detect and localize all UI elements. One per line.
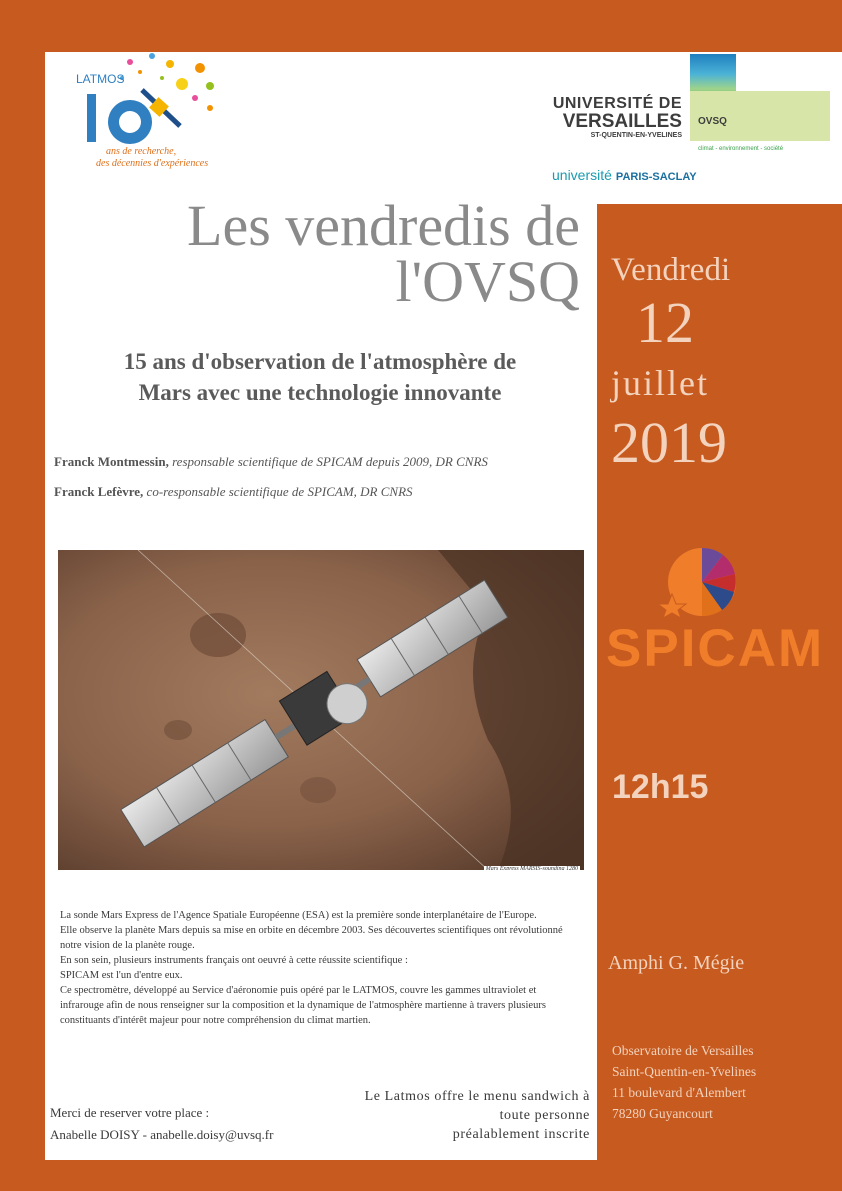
- description-paragraph: SPICAM est l'un d'entre eux.: [60, 970, 183, 981]
- date-year: 2019: [611, 410, 727, 475]
- uvsq-logo: [552, 96, 682, 141]
- reservation: [50, 1102, 273, 1146]
- title-line1: Les vendredis de: [187, 193, 580, 258]
- title-line2: l'OVSQ: [395, 249, 580, 314]
- description-paragraph: Ce spectromètre, développé au Service d'aéronomie puis opéré par le LATMOS, couvre les gammes ultraviolet et infrarouge afin de nous renseigner sur la composition et la dynamique de l'atmosphère martienne à travers plusieurs constituants d'intérêt majeur pour notre compréhension du climat martien.: [60, 985, 546, 1026]
- speaker-2-role: co-responsable scientifique de SPICAM, DR CNRS: [146, 484, 413, 499]
- image-caption: Mars Express MARSIS-sounding 1280: [485, 866, 578, 870]
- subtitle-line1: 15 ans d'observation de l'atmosphère de: [123, 349, 517, 374]
- latmos-logo: [70, 50, 240, 185]
- sandwich-line2: toute personne: [499, 1108, 590, 1123]
- ovsq-tagline: climat - environnement - société: [698, 146, 784, 152]
- spicam-logo: [606, 548, 825, 678]
- spicam-emblem: [606, 548, 806, 618]
- speaker-1: [54, 454, 594, 470]
- description-paragraph: La sonde Mars Express de l'Agence Spatiale Européenne (ESA) est la première sonde interplanétaire de l'Europe.: [60, 910, 537, 921]
- mars-express-illustration: [58, 550, 584, 870]
- speaker-2: [54, 484, 594, 500]
- event-time: 12h15: [612, 768, 709, 806]
- reservation-line1: Merci de reserver votre place :: [50, 1105, 210, 1120]
- spicam-label: SPICAM: [606, 619, 825, 678]
- uvsq-line3: ST-QUENTIN-EN-YVELINES: [590, 132, 682, 139]
- date-day: 12: [636, 290, 694, 355]
- speaker-2-name: Franck Lefèvre,: [54, 484, 144, 499]
- sandwich-note: [300, 1087, 590, 1144]
- description-paragraph: En son sein, plusieurs instruments français ont oeuvré à cette réussite scientifique :: [60, 955, 408, 966]
- description-paragraph: Elle observe la planète Mars depuis sa mise en orbite en décembre 2003. Ses découvertes scientifiques ont révolutionné notre vision de la planète rouge.: [60, 925, 563, 951]
- saclay-a: université: [552, 167, 612, 183]
- latmos-name: LATMOS: [76, 72, 125, 86]
- latmos-tagline-1: ans de recherche,: [106, 146, 177, 157]
- event-address: [612, 1040, 756, 1124]
- uvsq-line1: UNIVERSITÉ DE: [552, 95, 682, 112]
- page-title: [60, 193, 580, 314]
- address-line: 78280 Guyancourt: [612, 1106, 713, 1121]
- ovsq-name: OVSQ: [698, 116, 727, 127]
- address-line: Observatoire de Versailles: [612, 1043, 754, 1058]
- mars-express-image: [58, 550, 584, 870]
- speaker-1-name: Franck Montmessin,: [54, 454, 169, 469]
- paris-saclay-logo: [552, 167, 697, 185]
- date-month: juillet: [611, 363, 709, 403]
- uvsq-line2: VERSAILLES: [562, 111, 682, 132]
- sandwich-line1: Le Latmos offre le menu sandwich à: [364, 1089, 590, 1104]
- event-room: Amphi G. Mégie: [608, 952, 745, 974]
- talk-subtitle: [50, 346, 590, 408]
- saclay-b: PARIS-SACLAY: [615, 171, 697, 183]
- description: [60, 908, 580, 1028]
- speaker-1-role: responsable scientifique de SPICAM depuis 2009, DR CNRS: [172, 454, 488, 469]
- address-line: 11 boulevard d'Alembert: [612, 1085, 746, 1100]
- date-day-name: Vendredi: [611, 252, 731, 288]
- reservation-contact[interactable]: Anabelle DOISY - anabelle.doisy@uvsq.fr: [50, 1127, 274, 1142]
- ovsq-logo: [690, 54, 830, 159]
- latmos-tagline-2: des décennies d'expériences: [96, 158, 209, 169]
- sandwich-line3: préalablement inscrite: [452, 1127, 590, 1142]
- subtitle-line2: Mars avec une technologie innovante: [138, 380, 502, 405]
- address-line: Saint-Quentin-en-Yvelines: [612, 1064, 757, 1079]
